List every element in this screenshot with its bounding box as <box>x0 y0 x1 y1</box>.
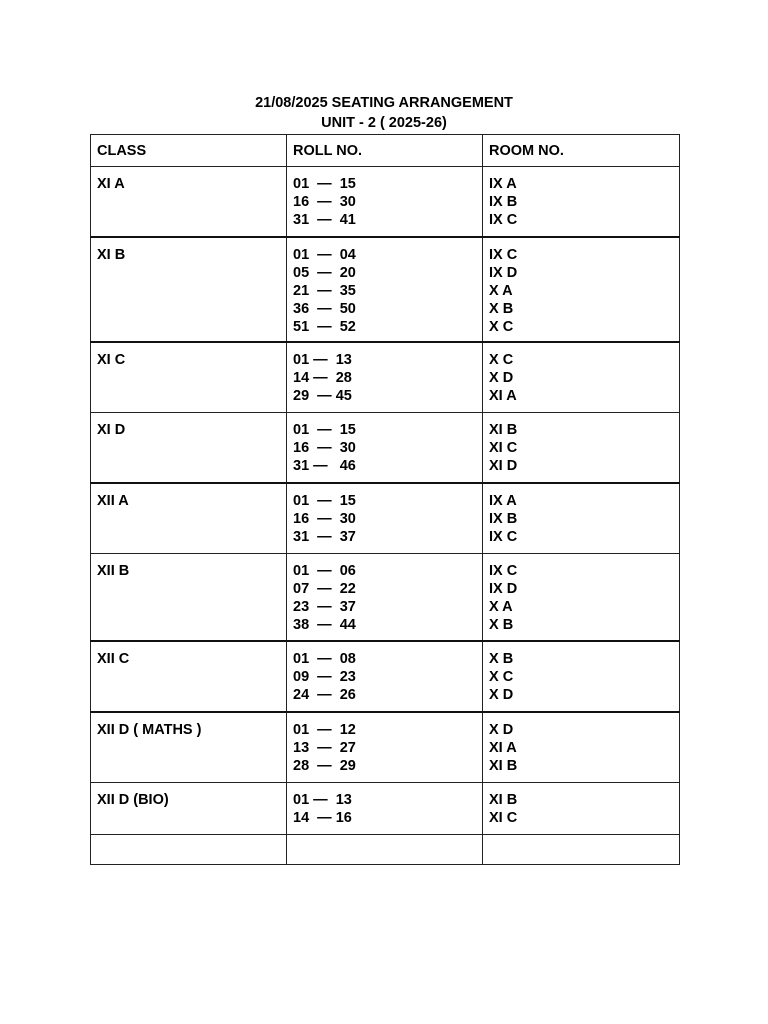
class-cell: XII C <box>91 641 287 712</box>
roll-cell: 01 — 12 13 — 27 28 — 29 <box>287 712 483 783</box>
table-row <box>91 483 680 554</box>
table-row <box>91 712 680 783</box>
table-header-row <box>91 135 680 167</box>
class-cell: XI A <box>91 167 287 238</box>
page-title <box>0 93 768 133</box>
table-row <box>91 237 680 342</box>
class-cell: XI D <box>91 413 287 484</box>
empty-cell <box>91 835 287 865</box>
title-line-date: 21/08/2025 SEATING ARRANGEMENT <box>255 95 513 111</box>
header-room-no: ROOM NO. <box>483 135 680 167</box>
class-cell: XII D (BIO) <box>91 783 287 835</box>
room-cell: IX A IX B IX C <box>483 167 680 238</box>
table-row <box>91 167 680 238</box>
room-cell: XI B XI C <box>483 783 680 835</box>
room-cell: XI B XI C XI D <box>483 413 680 484</box>
empty-table-row <box>91 835 680 865</box>
table-row <box>91 413 680 484</box>
roll-cell: 01 — 08 09 — 23 24 — 26 <box>287 641 483 712</box>
roll-cell: 01 — 13 14 — 28 29 — 45 <box>287 342 483 413</box>
roll-cell: 01 — 13 14 — 16 <box>287 783 483 835</box>
room-cell: IX C IX D X A X B X C <box>483 237 680 342</box>
roll-cell: 01 — 06 07 — 22 23 — 37 38 — 44 <box>287 554 483 642</box>
class-cell: XII A <box>91 483 287 554</box>
room-cell: IX C IX D X A X B <box>483 554 680 642</box>
table-row <box>91 641 680 712</box>
empty-cell <box>287 835 483 865</box>
room-cell: IX A IX B IX C <box>483 483 680 554</box>
class-cell: XI C <box>91 342 287 413</box>
table-row <box>91 783 680 835</box>
header-roll-no: ROLL NO. <box>287 135 483 167</box>
class-cell: XI B <box>91 237 287 342</box>
roll-cell: 01 — 15 16 — 30 31 — 37 <box>287 483 483 554</box>
title-line-unit: UNIT - 2 ( 2025-26) <box>321 115 447 131</box>
roll-cell: 01 — 04 05 — 20 21 — 35 36 — 50 51 — 52 <box>287 237 483 342</box>
room-cell: X B X C X D <box>483 641 680 712</box>
roll-cell: 01 — 15 16 — 30 31 — 41 <box>287 167 483 238</box>
room-cell: X D XI A XI B <box>483 712 680 783</box>
class-cell: XII D ( MATHS ) <box>91 712 287 783</box>
table-row <box>91 342 680 413</box>
class-cell: XII B <box>91 554 287 642</box>
roll-cell: 01 — 15 16 — 30 31 — 46 <box>287 413 483 484</box>
seating-table <box>90 134 680 865</box>
empty-cell <box>483 835 680 865</box>
table-row <box>91 554 680 642</box>
header-class: CLASS <box>91 135 287 167</box>
room-cell: X C X D XI A <box>483 342 680 413</box>
